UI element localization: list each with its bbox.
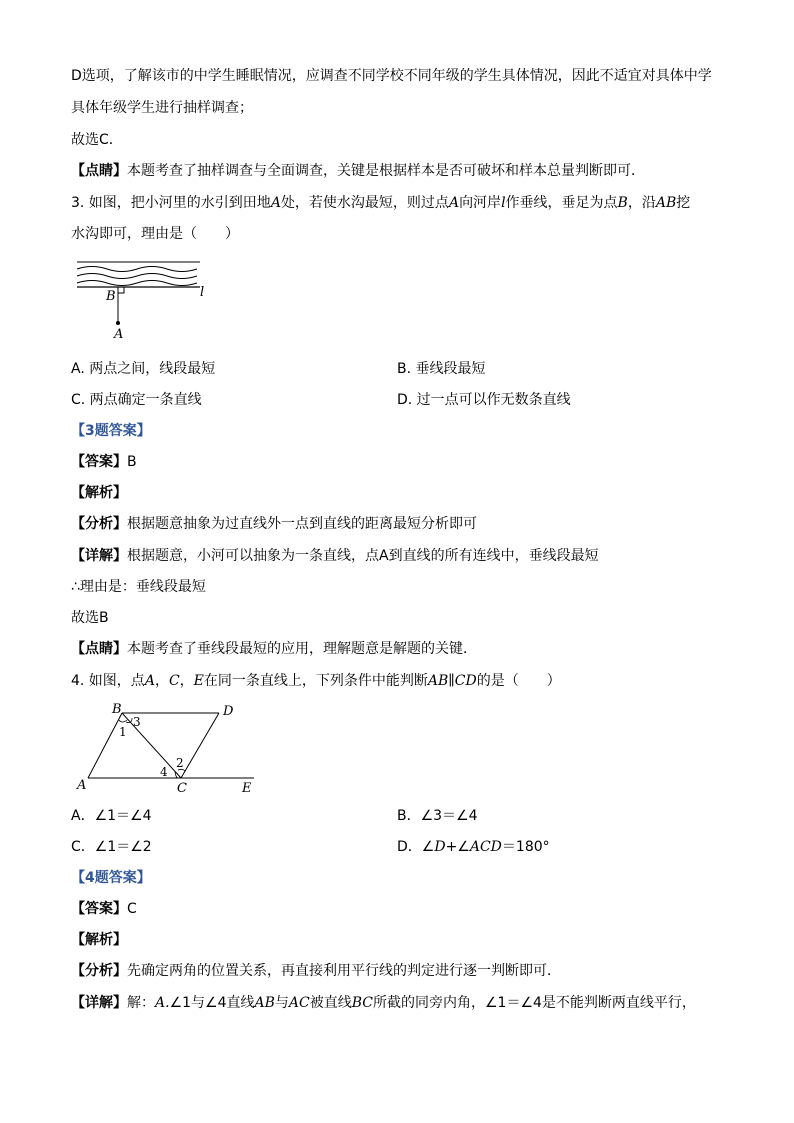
q4-answer: 【答案】C [71,901,137,917]
q4-fig-label-b: B [112,702,122,717]
q4-fig-label-c: C [177,781,187,796]
q4-analysis-header: 【解析】 [71,932,127,948]
option-d-explanation-line2: 具体年级学生进行抽样调查； [71,100,253,116]
q3-answer: 【答案】B [71,454,137,470]
q3-fig-label-l: l [200,285,205,300]
q4-fig-angle-4: 4 [160,765,168,779]
q4-option-c: C．∠1＝∠2 [71,839,152,855]
q3-fig-label-b: B [106,289,116,304]
q3-stem-line2: 水沟即可，理由是（ ） [71,226,239,242]
q3-river-figure [72,258,217,343]
q3-analysis: 【分析】根据题意抽象为过直线外一点到直线的距离最短分析即可 [71,516,477,532]
choose-c: 故选C． [71,132,123,148]
q3-comment: 【点睛】本题考查了垂线段最短的应用，理解题意是解题的关键． [71,641,477,657]
q4-detail: 【详解】解：A.∠1与∠4直线AB与AC被直线BC所截的同旁内角，∠1＝∠4是不能判断两直线平行， [71,995,696,1011]
q3-option-d: D. 过一点可以作无数条直线 [397,392,571,408]
q4-fig-angle-2: 2 [176,756,184,770]
option-d-explanation-line1: D选项，了解该市的中学生睡眠情况，应调查不同学校不同年级的学生具体情况，因此不适宜对具体中学 [71,68,712,84]
q4-fig-label-e: E [242,781,252,796]
q4-option-a: A．∠1＝∠4 [71,808,152,824]
q4-fig-label-d: D [223,704,234,719]
q3-detail: 【详解】根据题意，小河可以抽象为一条直线，点A到直线的所有连线中，垂线段最短 [71,548,599,564]
q3-option-c: C. 两点确定一条直线 [71,392,202,408]
q4-option-d: D．∠D+∠ACD＝180° [397,839,550,855]
q3-analysis-header: 【解析】 [71,485,127,501]
q3-choose: 故选B [71,610,109,626]
q3-option-b: B. 垂线段最短 [397,361,486,377]
q4-parallelogram-figure [74,700,264,800]
q4-fig-angle-3: 3 [133,715,141,729]
q3-stem-line1: 3. 如图，把小河里的水引到田地A处，若使水沟最短，则过点A向河岸l作垂线，垂足为点B，沿AB挖 [71,195,691,211]
q4-answer-header: 【4题答案】 [71,870,151,886]
q4-fig-angle-1: 1 [119,725,127,739]
q3-fig-label-a: A [114,327,124,342]
comment-line: 【点睛】本题考查了抽样调查与全面调查，关键是根据样本是否可破坏和样本总量判断即可． [71,163,645,179]
q3-reason: ∴理由是：垂线段最短 [71,579,206,595]
q4-option-b: B．∠3＝∠4 [397,808,478,824]
q3-answer-header: 【3题答案】 [71,423,151,439]
q4-analysis: 【分析】先确定两角的位置关系，再直接利用平行线的判定进行逐一判断即可． [71,963,561,979]
q3-option-a: A. 两点之间，线段最短 [71,361,216,377]
q4-fig-label-a: A [77,778,87,793]
q4-stem: 4. 如图，点A，C，E在同一条直线上，下列条件中能判断AB∥CD的是（ ） [71,673,561,689]
